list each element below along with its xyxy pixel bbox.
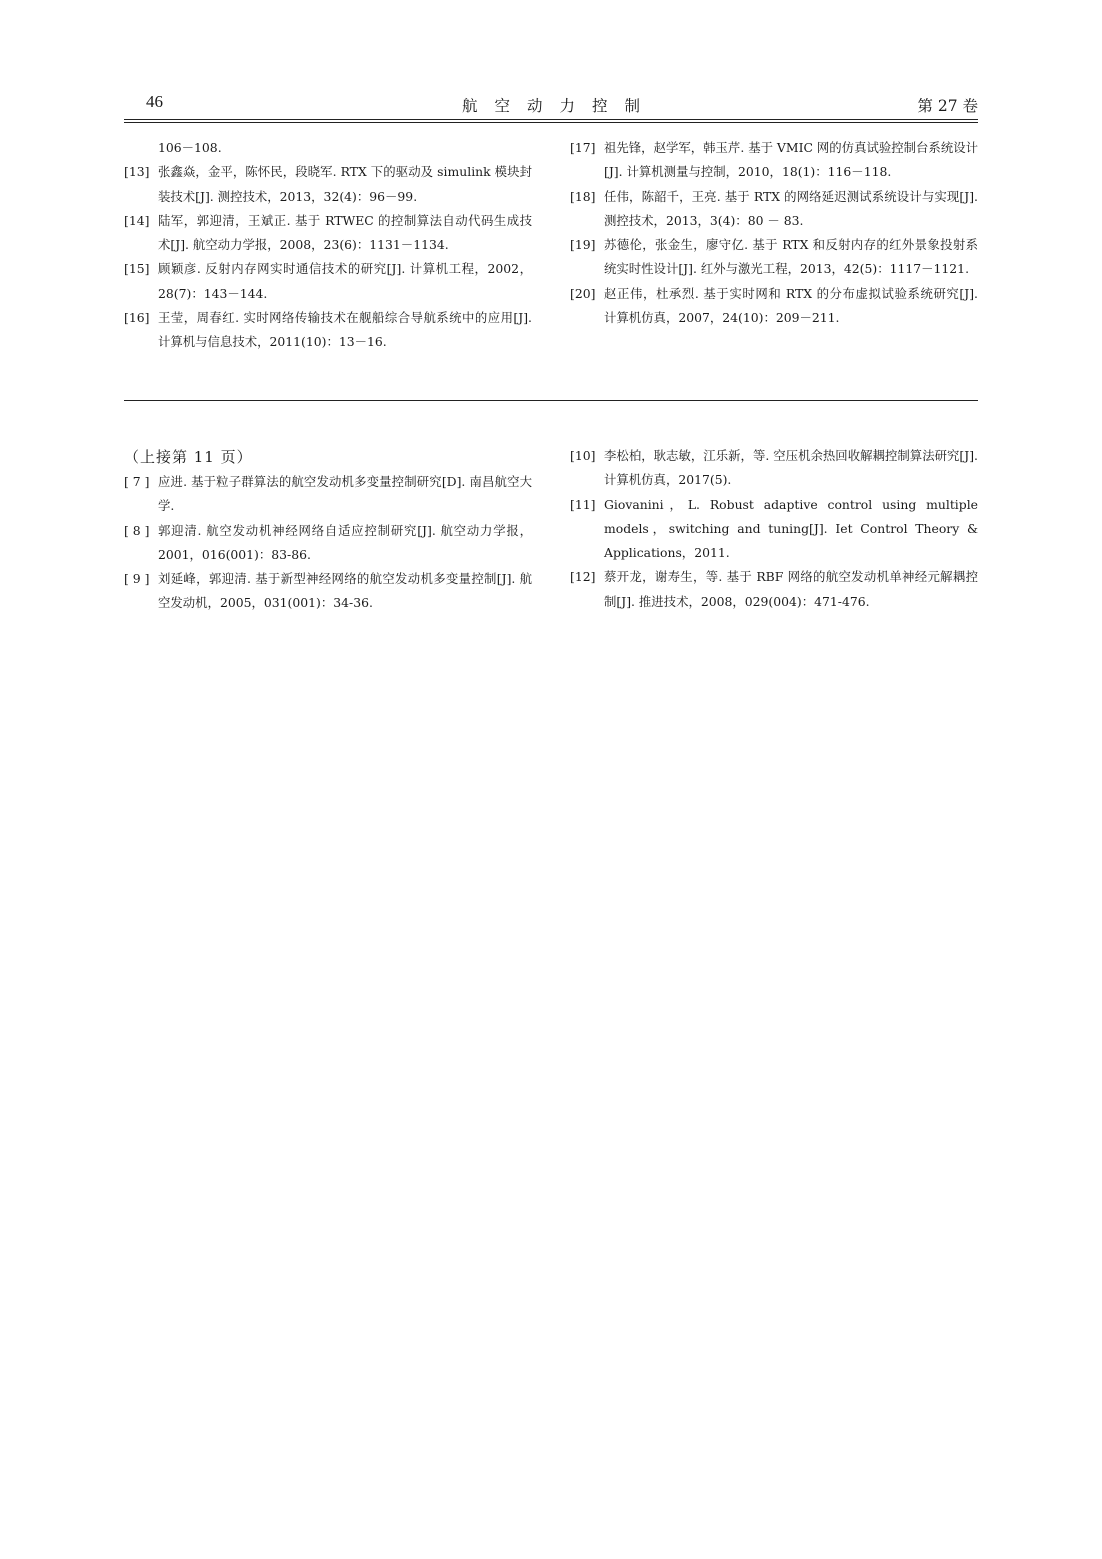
reference-number: [11] (570, 496, 596, 512)
volume-label: 第 27 卷 (917, 97, 978, 115)
reference-text: 王莹，周春红. 实时网络传输技术在舰船综合导航系统中的应用[J]. 计算机与信息技术，2011(10)：13－16. (158, 310, 532, 350)
reference-number: [17] (570, 140, 596, 155)
reference-item (124, 470, 532, 519)
reference-number: [ 7 ] (124, 474, 150, 489)
reference-number: [18] (570, 188, 596, 204)
reference-text: 蔡开龙，谢寿生，等. 基于 RBF 网络的航空发动机单神经元解耦控制[J]. 推进技术，2008，029(004)：471-476. (604, 569, 978, 609)
reference-text: 苏德伦，张金生，廖守亿. 基于 RTX 和反射内存的红外景象投射系统实时性设计[J]. 红外与激光工程，2013，42(5)：1117－1121. (604, 237, 978, 277)
reference-item (124, 306, 532, 355)
continued-from-label: （上接第 11 页） (124, 448, 253, 466)
page-number: 46 (146, 92, 163, 111)
reference-continuation: 106－108. (158, 140, 222, 155)
references-right-column-bottom (570, 444, 978, 614)
reference-item (570, 282, 978, 331)
reference-text: 顾颖彦. 反射内存网实时通信技术的研究[J]. 计算机工程，2002，28(7)：143－144. (158, 261, 532, 301)
reference-number: [14] (124, 212, 150, 228)
header-rule-double (124, 122, 978, 123)
reference-number: [15] (124, 261, 150, 277)
reference-text: 刘延峰，郭迎清. 基于新型神经网络的航空发动机多变量控制[J]. 航空发动机，2005，031(001)：34-36. (158, 571, 532, 611)
reference-number: [ 9 ] (124, 571, 150, 587)
reference-text: 陆军，郭迎清，王斌正. 基于 RTWEC 的控制算法自动代码生成技术[J]. 航空动力学报，2008，23(6)：1131－1134. (158, 212, 532, 253)
reference-text: 任伟，陈韶千，王亮. 基于 RTX 的网络延迟测试系统设计与实现[J]. 测控技术，2013，3(4)：80 － 83. (604, 188, 978, 228)
reference-number: [19] (570, 237, 596, 253)
reference-item (570, 444, 978, 493)
reference-item (124, 567, 532, 616)
reference-number: [16] (124, 310, 150, 326)
references-left-column-bottom (124, 444, 532, 616)
reference-item (124, 519, 532, 568)
reference-text: 李松柏，耿志敏，江乐新，等. 空压机余热回收解耦控制算法研究[J]. 计算机仿真，2017(5). (604, 448, 978, 488)
reference-text: 赵正伟，杜承烈. 基于实时网和 RTX 的分布虚拟试验系统研究[J]. 计算机仿真，2007，24(10)：209－211. (604, 285, 978, 326)
reference-text: 张鑫焱，金平，陈怀民，段晓军. RTX 下的驱动及 simulink 模块封装技术[J]. 测控技术，2013，32(4)：96－99. (158, 164, 532, 204)
reference-item (570, 233, 978, 282)
references-left-column-top (124, 136, 532, 355)
page-header (124, 92, 978, 116)
reference-item (124, 209, 532, 258)
reference-text: 郭迎清. 航空发动机神经网络自适应控制研究[J]. 航空动力学报，2001，016(001)：83-86. (158, 522, 532, 562)
journal-title: 航空动力控制 (461, 97, 657, 115)
section-divider (124, 400, 978, 401)
reference-text: 祖先锋，赵学军，韩玉芹. 基于 VMIC 网的仿真试验控制台系统设计[J]. 计算机测量与控制，2010，18(1)：116－118. (604, 140, 978, 180)
references-right-column-top (570, 136, 978, 330)
reference-number: [20] (570, 285, 596, 301)
reference-number: [13] (124, 164, 150, 180)
reference-item (570, 185, 978, 234)
reference-item (124, 257, 532, 306)
reference-item (124, 160, 532, 209)
reference-number: [ 8 ] (124, 522, 150, 538)
header-rule (124, 119, 978, 120)
reference-number: [10] (570, 448, 596, 463)
reference-text: Giovanini，L. Robust adaptive control using multiple models，switching and tuning[J]. Iet Control Theory & Applications，2011. (604, 496, 978, 561)
reference-number: [12] (570, 569, 596, 585)
reference-text: 应进. 基于粒子群算法的航空发动机多变量控制研究[D]. 南昌航空大学. (158, 474, 532, 514)
reference-item (570, 136, 978, 185)
reference-item (570, 565, 978, 614)
reference-item (570, 493, 978, 566)
